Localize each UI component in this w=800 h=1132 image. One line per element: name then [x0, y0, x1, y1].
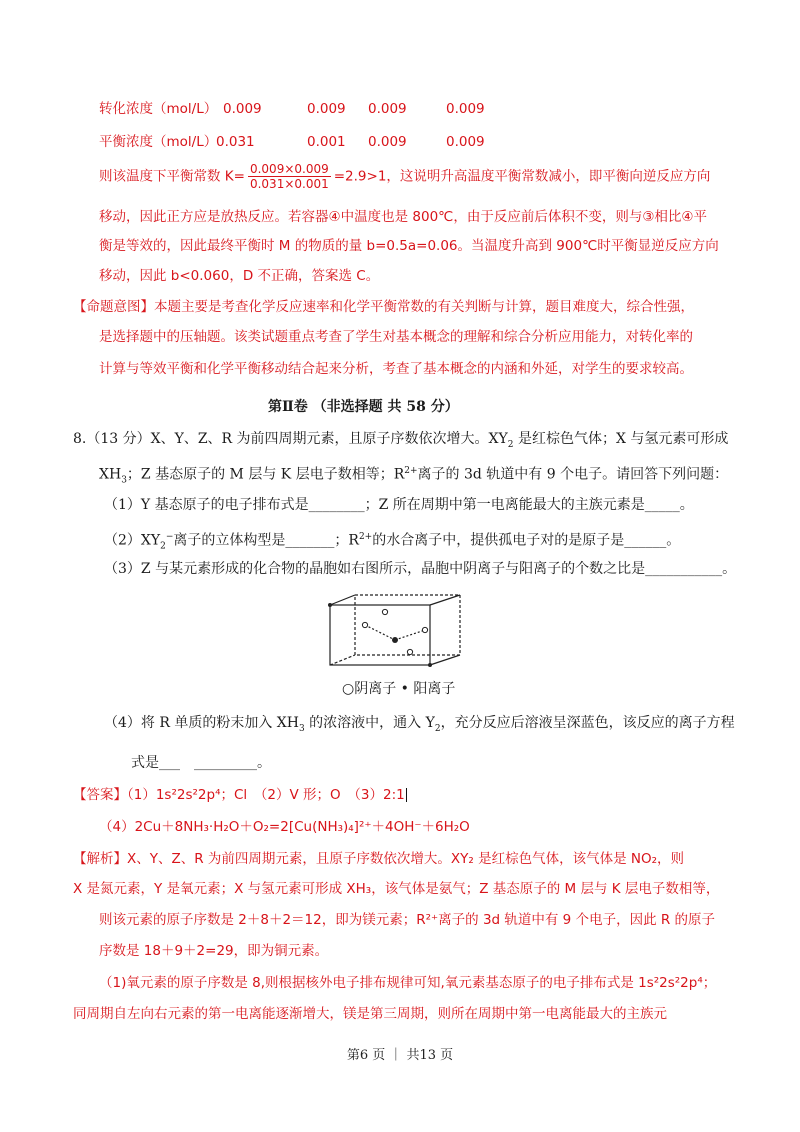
intent-line: 计算与等效平衡和化学平衡移动结合起来分析，考查了基本概念的内涵和外延，对学生的要求较高。	[99, 361, 693, 377]
cation-dot	[392, 637, 398, 643]
row-label: 平衡浓度（mol/L）	[99, 134, 218, 150]
explain-line	[73, 850, 684, 868]
conversion-row	[99, 100, 485, 118]
answer-line: （4）2Cu＋8NH₃·H₂O＋O₂=2[Cu(NH₃)₄]²⁺＋4OH⁻＋6H₂O	[99, 819, 470, 835]
q-text: ，充分反应后溶液呈深蓝色，该反应的离子方程	[440, 715, 735, 731]
analysis-line: 移动，因此 b<0.060，D 不正确，答案选 C。	[99, 268, 380, 284]
k-denominator: 0.031×0.001	[249, 177, 329, 191]
cell: 0.009	[368, 101, 407, 117]
explain-line: 则该元素的原子序数是 2＋8＋2＝12，即为镁元素；R²⁺离子的 3d 轨道中有 9 个电子，因此 R 的原子	[99, 912, 716, 928]
stem-text: 离子的 3d 轨道中有 9 个电子。请回答下列问题：	[417, 466, 729, 483]
q-text: 的水合离子中，提供孤电子对的是原子是______。	[372, 532, 681, 549]
figure-caption: ○阴离子 • 阳离子	[342, 681, 456, 697]
k-prefix: 则该温度下平衡常数 K=	[99, 168, 245, 185]
stem-text: 8.（13 分）X、Y、Z、R 为前四周期元素，且原子序数依次增大。XY	[73, 431, 508, 447]
subscript: 3	[121, 475, 127, 486]
sub-question-4-cont: 式是___ _________。	[131, 755, 271, 771]
subscript: 2	[507, 439, 514, 450]
cell: 0.009	[446, 134, 485, 150]
text-cursor	[406, 788, 407, 802]
cell-front-face	[330, 605, 430, 665]
explain-text: X、Y、Z、R 为前四周期元素，且原子序数依次增大。XY₂ 是红棕色气体，该气体是 NO₂，则	[127, 851, 685, 867]
anion-circle	[362, 622, 367, 627]
subscript: 3	[298, 723, 305, 734]
stem-text: XH	[99, 466, 122, 483]
answer-tag: 【答案】	[73, 787, 127, 803]
k-numerator: 0.009×0.009	[249, 162, 329, 176]
explain-tag: 【解析】	[73, 851, 127, 867]
sub-question-4	[104, 714, 735, 738]
explain-line: 序数是 18＋9＋2=29，即为铜元素。	[99, 943, 329, 959]
k-fraction	[248, 162, 331, 191]
k-expression	[99, 162, 710, 191]
subscript: 2	[160, 541, 166, 552]
intent-line	[73, 298, 694, 316]
intent-tag: 【命题意图】	[73, 299, 154, 315]
cell: 0.031	[216, 134, 255, 150]
q-text: 的浓溶液中，通入 Y	[304, 715, 435, 731]
explain-line: （1)氧元素的原子序数是 8,则根据核外电子排布规律可知,氧元素基态原子的电子排布式是 1s²2s²2p⁴；	[99, 975, 717, 991]
superscript: −	[165, 532, 174, 542]
anion-circle	[382, 609, 387, 614]
answer-text: （1）1s²2s²2p⁴；Cl （2）V 形；O （3）2:1	[127, 787, 405, 803]
stem-text: 是红棕色气体；X 与氢元素可形成	[513, 431, 729, 447]
row-label: 转化浓度（mol/L）	[99, 101, 218, 117]
q-text: 离子的立体构型是_______；R	[173, 532, 359, 549]
cell: 0.009	[368, 134, 407, 150]
stem-text: ；Z 基态原子的 M 层与 K 层电子数相等；R	[126, 466, 405, 483]
intent-line: 是选择题中的压轴题。该类试题重点考查了学生对基本概念的理解和综合分析应用能力，对转化率的	[99, 329, 693, 345]
anion-circle	[407, 649, 412, 654]
analysis-line: 移动，因此正方应是放热反应。若容器④中温度也是 800℃，由于反应前后体积不变，则与③相比④平	[99, 209, 708, 225]
cell-back-face	[355, 595, 460, 655]
q-text: （4）将 R 单质的粉末加入 XH	[104, 715, 299, 731]
sub-question-1: （1）Y 基态原子的电子排布式是________；Z 所在周期中第一电离能最大的主族元素是_____。	[104, 497, 694, 513]
cell: 0.001	[307, 134, 346, 150]
cell: 0.009	[223, 101, 262, 117]
page-footer: 第6 页 ｜ 共13 页	[346, 1048, 454, 1063]
cation-dot	[328, 603, 332, 607]
answer-line	[73, 786, 407, 804]
cation-dot	[428, 663, 432, 667]
subscript: 2	[434, 723, 441, 734]
question-stem	[73, 430, 728, 454]
superscript: 2+	[358, 532, 373, 542]
q-text: （2）XY	[104, 532, 161, 549]
analysis-line: 衡是等效的，因此最终平衡时 M 的物质的量 b=0.5a=0.06。当温度升高到 900℃时平衡显逆反应方向	[99, 238, 719, 254]
explain-line: 同周期自左向右元素的第一电离能逐渐增大，镁是第三周期，则所在周期中第一电离能最大的主族元	[73, 1006, 667, 1022]
cell: 0.009	[307, 101, 346, 117]
anion-circle	[422, 627, 427, 632]
superscript: 2+	[404, 466, 418, 476]
explain-line: X 是氮元素，Y 是氧元素；X 与氢元素可形成 XH₃，该气体是氨气；Z 基态原子的 M 层与 K 层电子数相等，	[73, 881, 720, 897]
cell: 0.009	[446, 101, 485, 117]
sub-question-3: （3）Z 与某元素形成的化合物的晶胞如右图所示，晶胞中阴离子与阳离子的个数之比是___________。	[104, 561, 737, 577]
sub-question-2	[104, 528, 680, 555]
question-stem	[99, 462, 728, 489]
k-suffix: =2.9>1，这说明升高温度平衡常数减小，即平衡向逆反应方向	[333, 168, 711, 185]
equilibrium-row	[99, 133, 485, 151]
section-title: 第Ⅱ卷 （非选择题 共 58 分）	[268, 399, 459, 415]
intent-text: 本题主要是考查化学反应速率和化学平衡常数的有关判断与计算，题目难度大，综合性强，	[154, 299, 694, 315]
